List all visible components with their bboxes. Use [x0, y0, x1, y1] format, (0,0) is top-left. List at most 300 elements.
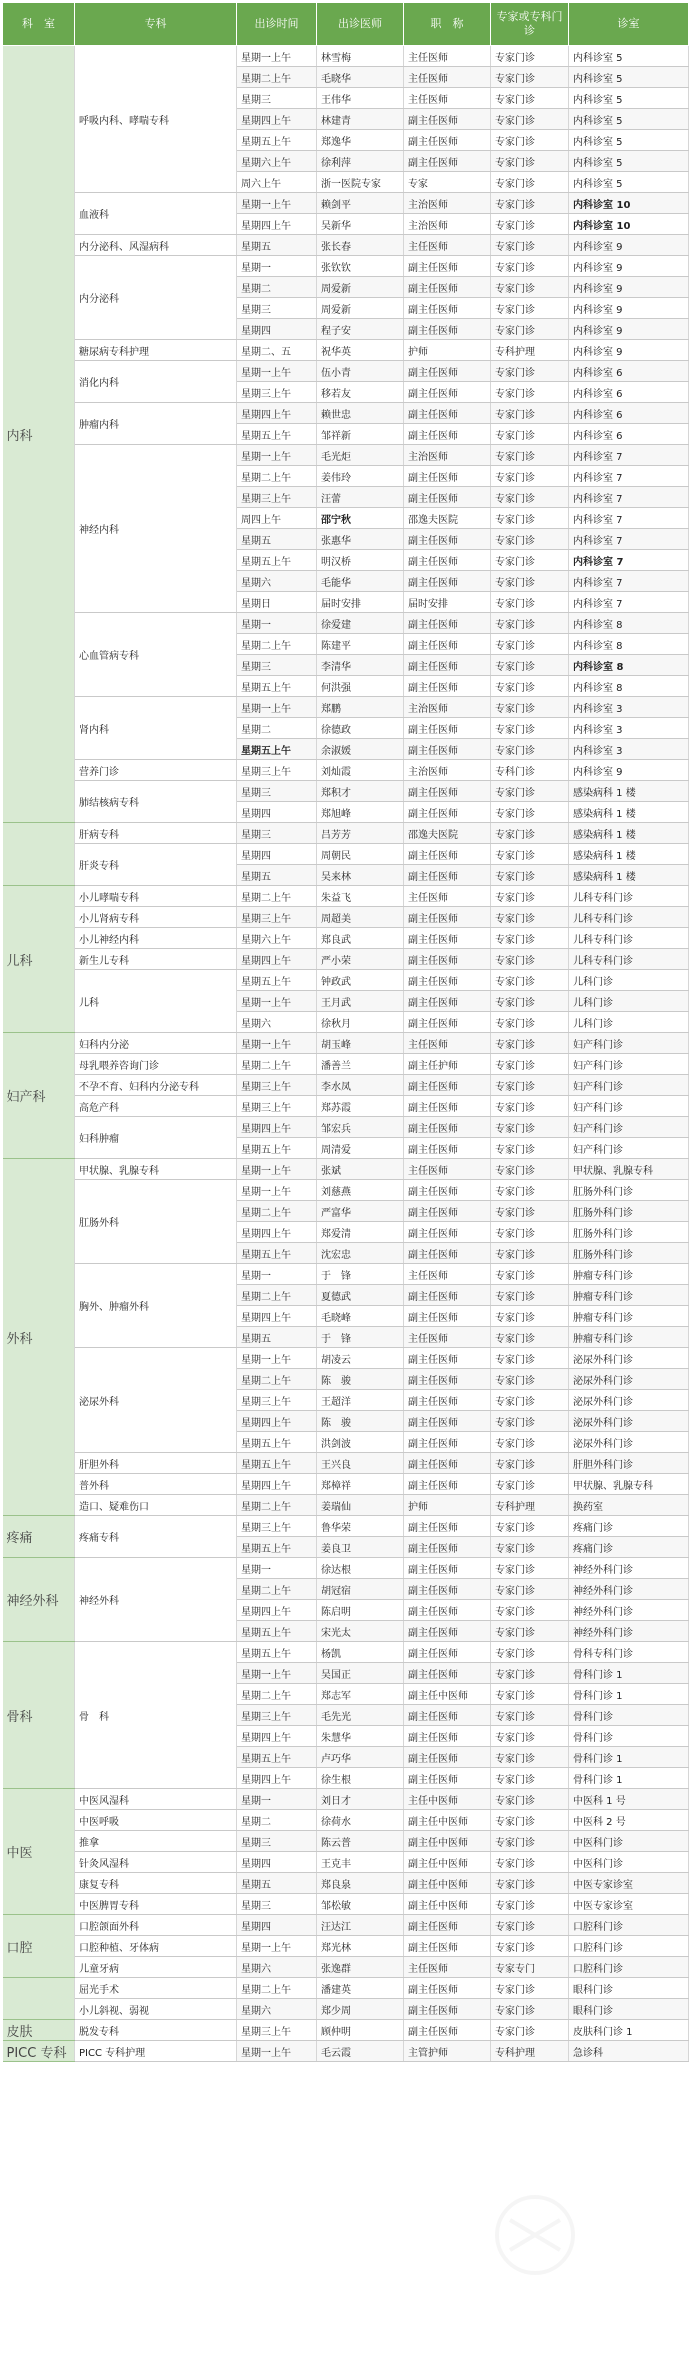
specialty-cell: 消化内科: [75, 361, 237, 403]
doctor-cell: 姜良卫: [317, 1537, 404, 1558]
room-cell: 感染病科 1 楼: [569, 823, 689, 844]
doctor-cell: 徐利萍: [317, 151, 404, 172]
clinic-type-cell: 专家门诊: [491, 1327, 569, 1348]
time-cell: 星期一: [237, 1558, 317, 1579]
clinic-type-cell: 专科护理: [491, 2041, 569, 2062]
department-cell: 妇产科: [3, 1033, 75, 1159]
doctor-cell: 郑苏霞: [317, 1096, 404, 1117]
doctor-cell: 郑志军: [317, 1684, 404, 1705]
doctor-cell: 郑樟祥: [317, 1474, 404, 1495]
clinic-type-cell: 专家门诊: [491, 1537, 569, 1558]
clinic-type-cell: 专家门诊: [491, 781, 569, 802]
time-cell: 星期三: [237, 1894, 317, 1915]
specialty-cell: 母乳喂养咨询门诊: [75, 1054, 237, 1075]
room-cell: 中医科 2 号: [569, 1810, 689, 1831]
time-cell: 星期四: [237, 844, 317, 865]
doctor-cell: 邹祥新: [317, 424, 404, 445]
specialty-cell: 中医脾胃专科: [75, 1894, 237, 1915]
doctor-cell: 严富华: [317, 1201, 404, 1222]
time-cell: 星期二上午: [237, 1684, 317, 1705]
table-row: [3, 1033, 689, 1054]
time-cell: 星期二、五: [237, 340, 317, 361]
room-cell: 内科诊室 3: [569, 718, 689, 739]
time-cell: 星期五上午: [237, 970, 317, 991]
time-cell: 星期一上午: [237, 193, 317, 214]
clinic-type-cell: 专家门诊: [491, 1264, 569, 1285]
clinic-type-cell: 专家门诊: [491, 1369, 569, 1390]
title-cell: 副主任医师: [404, 1978, 491, 1999]
specialty-cell: 脱发专科: [75, 2020, 237, 2041]
doctor-cell: 于 锋: [317, 1327, 404, 1348]
specialty-cell: 口腔颌面外科: [75, 1915, 237, 1936]
time-cell: 星期四: [237, 319, 317, 340]
title-cell: 邵逸夫医院: [404, 508, 491, 529]
room-cell: 感染病科 1 楼: [569, 844, 689, 865]
time-cell: 星期三: [237, 88, 317, 109]
title-cell: 副主任医师: [404, 1075, 491, 1096]
time-cell: 星期三上午: [237, 1705, 317, 1726]
table-row: [3, 1495, 689, 1516]
time-cell: 星期四上午: [237, 403, 317, 424]
clinic-type-cell: 专家门诊: [491, 1033, 569, 1054]
room-cell: 内科诊室 10: [569, 193, 689, 214]
room-cell: 肿瘤专科门诊: [569, 1327, 689, 1348]
room-cell: 内科诊室 8: [569, 655, 689, 676]
room-cell: 泌尿外科门诊: [569, 1432, 689, 1453]
title-cell: 专家: [404, 172, 491, 193]
clinic-type-cell: 专家门诊: [491, 592, 569, 613]
room-cell: 泌尿外科门诊: [569, 1411, 689, 1432]
time-cell: 星期五上午: [237, 1537, 317, 1558]
time-cell: 星期四上午: [237, 1768, 317, 1789]
time-cell: 星期三上午: [237, 1390, 317, 1411]
department-cell: 儿科: [3, 886, 75, 1033]
doctor-cell: 沈宏忠: [317, 1243, 404, 1264]
title-cell: 副主任医师: [404, 1768, 491, 1789]
doctor-cell: 邹松敏: [317, 1894, 404, 1915]
time-cell: 星期四上午: [237, 1600, 317, 1621]
specialty-cell: 肿瘤内科: [75, 403, 237, 445]
room-cell: 儿科专科门诊: [569, 907, 689, 928]
table-row: [3, 403, 689, 424]
specialty-cell: 泌尿外科: [75, 1348, 237, 1453]
time-cell: 星期六: [237, 1999, 317, 2020]
time-cell: 星期二上午: [237, 1978, 317, 1999]
room-cell: 肿瘤专科门诊: [569, 1264, 689, 1285]
room-cell: 眼科门诊: [569, 1978, 689, 1999]
table-row: [3, 1831, 689, 1852]
title-cell: 副主任医师: [404, 403, 491, 424]
room-cell: 神经外科门诊: [569, 1621, 689, 1642]
clinic-type-cell: 专家门诊: [491, 676, 569, 697]
specialty-cell: 呼吸内科、哮喘专科: [75, 46, 237, 193]
clinic-type-cell: 专家门诊: [491, 1453, 569, 1474]
doctor-cell: 张逸群: [317, 1957, 404, 1978]
room-cell: 儿科专科门诊: [569, 928, 689, 949]
clinic-type-cell: 专家门诊: [491, 1852, 569, 1873]
clinic-type-cell: 专家门诊: [491, 1180, 569, 1201]
specialty-cell: 儿童牙病: [75, 1957, 237, 1978]
clinic-type-cell: 专家门诊: [491, 2020, 569, 2041]
time-cell: 星期五上午: [237, 1138, 317, 1159]
time-cell: 星期三: [237, 298, 317, 319]
doctor-cell: 陈云普: [317, 1831, 404, 1852]
title-cell: 主任中医师: [404, 1789, 491, 1810]
clinic-type-cell: 专家门诊: [491, 1201, 569, 1222]
clinic-type-cell: 专家门诊: [491, 550, 569, 571]
room-cell: 泌尿外科门诊: [569, 1390, 689, 1411]
table-row: [3, 1516, 689, 1537]
doctor-cell: 朱益飞: [317, 886, 404, 907]
room-cell: 肛肠外科门诊: [569, 1201, 689, 1222]
table-row: [3, 823, 689, 844]
room-cell: 内科诊室 3: [569, 739, 689, 760]
time-cell: 星期五上午: [237, 1747, 317, 1768]
clinic-type-cell: 专家门诊: [491, 1621, 569, 1642]
title-cell: 副主任医师: [404, 1138, 491, 1159]
time-cell: 星期二上午: [237, 1201, 317, 1222]
clinic-type-cell: 专家门诊: [491, 466, 569, 487]
title-cell: 副主任医师: [404, 1453, 491, 1474]
doctor-cell: 毛云霞: [317, 2041, 404, 2062]
room-cell: 内科诊室 9: [569, 319, 689, 340]
time-cell: 星期三上午: [237, 382, 317, 403]
specialty-cell: 肺结核病专科: [75, 781, 237, 823]
specialty-cell: 骨 科: [75, 1642, 237, 1789]
title-cell: 主治医师: [404, 445, 491, 466]
room-cell: 甲状腺、乳腺专科: [569, 1474, 689, 1495]
time-cell: 星期五: [237, 235, 317, 256]
doctor-cell: 浙一医院专家: [317, 172, 404, 193]
doctor-cell: 汪蕾: [317, 487, 404, 508]
room-cell: 中医专家诊室: [569, 1894, 689, 1915]
room-cell: 中医科门诊: [569, 1852, 689, 1873]
specialty-cell: 不孕不育、妇科内分泌专科: [75, 1075, 237, 1096]
clinic-type-cell: 专家门诊: [491, 508, 569, 529]
room-cell: 骨科门诊 1: [569, 1747, 689, 1768]
room-cell: 内科诊室 5: [569, 46, 689, 67]
doctor-cell: 徐德政: [317, 718, 404, 739]
time-cell: 星期四上午: [237, 109, 317, 130]
doctor-cell: 郑良泉: [317, 1873, 404, 1894]
time-cell: 星期二上午: [237, 634, 317, 655]
title-cell: 副主任医师: [404, 277, 491, 298]
table-row: [3, 1936, 689, 1957]
table-row: [3, 1180, 689, 1201]
title-cell: 副主任医师: [404, 1516, 491, 1537]
clinic-type-cell: 专家门诊: [491, 1978, 569, 1999]
table-row: [3, 1999, 689, 2020]
doctor-cell: 余淑媛: [317, 739, 404, 760]
title-cell: 副主任医师: [404, 991, 491, 1012]
room-cell: 内科诊室 6: [569, 424, 689, 445]
doctor-cell: 朱慧华: [317, 1726, 404, 1747]
clinic-type-cell: 专家门诊: [491, 1411, 569, 1432]
time-cell: 星期三: [237, 655, 317, 676]
time-cell: 星期五上午: [237, 550, 317, 571]
time-cell: 星期四: [237, 1852, 317, 1873]
clinic-type-cell: 专家门诊: [491, 277, 569, 298]
doctor-cell: 周爱新: [317, 277, 404, 298]
doctor-cell: 明汉桥: [317, 550, 404, 571]
time-cell: 星期五上午: [237, 424, 317, 445]
room-cell: 骨科门诊: [569, 1705, 689, 1726]
clinic-type-cell: 专家门诊: [491, 823, 569, 844]
time-cell: 星期一上午: [237, 1180, 317, 1201]
title-cell: 主任医师: [404, 1159, 491, 1180]
header-room: 诊室: [569, 3, 689, 46]
specialty-cell: 中医呼吸: [75, 1810, 237, 1831]
title-cell: 副主任医师: [404, 907, 491, 928]
specialty-cell: 造口、疑难伤口: [75, 1495, 237, 1516]
table-row: [3, 1810, 689, 1831]
title-cell: 副主任医师: [404, 802, 491, 823]
table-row: [3, 949, 689, 970]
clinic-type-cell: 专家门诊: [491, 1306, 569, 1327]
doctor-cell: 吕芳芳: [317, 823, 404, 844]
time-cell: 星期四上午: [237, 1117, 317, 1138]
clinic-type-cell: 专家门诊: [491, 802, 569, 823]
doctor-cell: 顾仲明: [317, 2020, 404, 2041]
doctor-cell: 姜伟玲: [317, 466, 404, 487]
header-row: [3, 3, 689, 46]
room-cell: 内科诊室 3: [569, 697, 689, 718]
title-cell: 副主任中医师: [404, 1684, 491, 1705]
clinic-type-cell: 专家门诊: [491, 1117, 569, 1138]
time-cell: 星期日: [237, 592, 317, 613]
doctor-cell: 郑良武: [317, 928, 404, 949]
clinic-type-cell: 专家门诊: [491, 1999, 569, 2020]
room-cell: 眼科门诊: [569, 1999, 689, 2020]
doctor-cell: 王超洋: [317, 1390, 404, 1411]
specialty-cell: 屈光手术: [75, 1978, 237, 1999]
title-cell: 主治医师: [404, 214, 491, 235]
clinic-type-cell: 专家门诊: [491, 130, 569, 151]
specialty-cell: 神经内科: [75, 445, 237, 613]
clinic-type-cell: 专家门诊: [491, 1726, 569, 1747]
title-cell: 副主任医师: [404, 718, 491, 739]
clinic-type-cell: 专家门诊: [491, 214, 569, 235]
watermark-logo: [470, 2190, 600, 2280]
table-row: [3, 760, 689, 781]
doctor-cell: 杨凯: [317, 1642, 404, 1663]
clinic-type-cell: 专科护理: [491, 1495, 569, 1516]
title-cell: 副主任医师: [404, 487, 491, 508]
specialty-cell: 小儿哮喘专科: [75, 886, 237, 907]
doctor-cell: 毛能华: [317, 571, 404, 592]
title-cell: 副主任医师: [404, 1537, 491, 1558]
title-cell: 副主任医师: [404, 1642, 491, 1663]
room-cell: 儿科专科门诊: [569, 886, 689, 907]
title-cell: 副主任医师: [404, 1180, 491, 1201]
title-cell: 主任医师: [404, 1957, 491, 1978]
clinic-type-cell: 专家门诊: [491, 403, 569, 424]
time-cell: 星期二上午: [237, 1495, 317, 1516]
title-cell: 副主任医师: [404, 1663, 491, 1684]
title-cell: 副主任医师: [404, 1390, 491, 1411]
title-cell: 主治医师: [404, 697, 491, 718]
doctor-cell: 夏德武: [317, 1285, 404, 1306]
table-row: [3, 1894, 689, 1915]
room-cell: 内科诊室 9: [569, 235, 689, 256]
clinic-type-cell: 专家门诊: [491, 1012, 569, 1033]
doctor-cell: 卢巧华: [317, 1747, 404, 1768]
room-cell: 急诊科: [569, 2041, 689, 2062]
title-cell: 邵逸夫医院: [404, 823, 491, 844]
clinic-type-cell: 专家门诊: [491, 529, 569, 550]
doctor-cell: 姜瑞仙: [317, 1495, 404, 1516]
doctor-cell: 王克丰: [317, 1852, 404, 1873]
doctor-cell: 汪达江: [317, 1915, 404, 1936]
time-cell: 星期五上午: [237, 130, 317, 151]
clinic-type-cell: 专家门诊: [491, 1873, 569, 1894]
title-cell: 副主任医师: [404, 571, 491, 592]
title-cell: 副主任医师: [404, 319, 491, 340]
room-cell: 儿科专科门诊: [569, 949, 689, 970]
title-cell: 副主任医师: [404, 928, 491, 949]
time-cell: 星期一上午: [237, 361, 317, 382]
time-cell: 星期三: [237, 1831, 317, 1852]
doctor-cell: 李水凤: [317, 1075, 404, 1096]
title-cell: 副主任医师: [404, 2020, 491, 2041]
department-cell: 骨科: [3, 1642, 75, 1789]
doctor-cell: 周超美: [317, 907, 404, 928]
room-cell: 骨科门诊 1: [569, 1684, 689, 1705]
room-cell: 内科诊室 7: [569, 529, 689, 550]
room-cell: 儿科门诊: [569, 991, 689, 1012]
clinic-type-cell: 专家门诊: [491, 1285, 569, 1306]
time-cell: 星期二上午: [237, 1579, 317, 1600]
time-cell: 星期四上午: [237, 1306, 317, 1327]
room-cell: 口腔科门诊: [569, 1936, 689, 1957]
time-cell: 星期二上午: [237, 1285, 317, 1306]
room-cell: 感染病科 1 楼: [569, 865, 689, 886]
clinic-type-cell: 专家门诊: [491, 1432, 569, 1453]
room-cell: 神经外科门诊: [569, 1600, 689, 1621]
table-row: [3, 1075, 689, 1096]
doctor-cell: 毛晓华: [317, 67, 404, 88]
title-cell: 副主任医师: [404, 1579, 491, 1600]
table-row: [3, 970, 689, 991]
doctor-cell: 徐达根: [317, 1558, 404, 1579]
department-cell: 口腔: [3, 1915, 75, 1978]
specialty-cell: 肝炎专科: [75, 844, 237, 886]
clinic-type-cell: 专家门诊: [491, 571, 569, 592]
specialty-cell: 肾内科: [75, 697, 237, 760]
department-cell: [3, 823, 75, 886]
room-cell: 泌尿外科门诊: [569, 1369, 689, 1390]
clinic-type-cell: 专家门诊: [491, 1705, 569, 1726]
title-cell: 主任医师: [404, 886, 491, 907]
title-cell: 主管护师: [404, 2041, 491, 2062]
title-cell: 副主任医师: [404, 1726, 491, 1747]
department-cell: 外科: [3, 1159, 75, 1516]
doctor-cell: 林雪梅: [317, 46, 404, 67]
doctor-cell: 毛光炬: [317, 445, 404, 466]
time-cell: 星期五上午: [237, 1432, 317, 1453]
header-title: 职 称: [404, 3, 491, 46]
title-cell: 副主任医师: [404, 361, 491, 382]
time-cell: 星期四上午: [237, 1726, 317, 1747]
doctor-cell: 潘建英: [317, 1978, 404, 1999]
room-cell: 肿瘤专科门诊: [569, 1306, 689, 1327]
room-cell: 儿科门诊: [569, 970, 689, 991]
time-cell: 星期一上午: [237, 1936, 317, 1957]
clinic-type-cell: 专家门诊: [491, 1600, 569, 1621]
room-cell: 内科诊室 7: [569, 508, 689, 529]
time-cell: 星期三上午: [237, 487, 317, 508]
table-row: [3, 256, 689, 277]
doctor-cell: 毛晓峰: [317, 1306, 404, 1327]
doctor-cell: 张钦钦: [317, 256, 404, 277]
time-cell: 星期四上午: [237, 949, 317, 970]
title-cell: 副主任医师: [404, 151, 491, 172]
table-row: [3, 1264, 689, 1285]
title-cell: 副主任医师: [404, 634, 491, 655]
clinic-type-cell: 专家门诊: [491, 235, 569, 256]
room-cell: 内科诊室 6: [569, 403, 689, 424]
clinic-type-cell: 专家门诊: [491, 1579, 569, 1600]
specialty-cell: 小儿神经内科: [75, 928, 237, 949]
doctor-cell: 周清爱: [317, 1138, 404, 1159]
doctor-cell: 郑积才: [317, 781, 404, 802]
room-cell: 内科诊室 9: [569, 277, 689, 298]
clinic-type-cell: 专家门诊: [491, 718, 569, 739]
title-cell: 护师: [404, 340, 491, 361]
department-cell: PICC 专科: [3, 2041, 75, 2062]
table-row: [3, 46, 689, 67]
table-row: [3, 697, 689, 718]
clinic-type-cell: 专家门诊: [491, 1558, 569, 1579]
table-row: [3, 340, 689, 361]
doctor-cell: 周爱新: [317, 298, 404, 319]
doctor-cell: 届时安排: [317, 592, 404, 613]
clinic-type-cell: 专家门诊: [491, 424, 569, 445]
specialty-cell: 神经外科: [75, 1558, 237, 1642]
title-cell: 副主任医师: [404, 844, 491, 865]
time-cell: 星期四上午: [237, 1222, 317, 1243]
room-cell: 内科诊室 9: [569, 340, 689, 361]
specialty-cell: 内分泌科: [75, 256, 237, 340]
room-cell: 中医专家诊室: [569, 1873, 689, 1894]
table-row: [3, 445, 689, 466]
doctor-cell: 胡凌云: [317, 1348, 404, 1369]
time-cell: 星期四: [237, 802, 317, 823]
room-cell: 皮肤科门诊 1: [569, 2020, 689, 2041]
doctor-cell: 钟政武: [317, 970, 404, 991]
table-row: [3, 1789, 689, 1810]
clinic-type-cell: 专家门诊: [491, 697, 569, 718]
room-cell: 内科诊室 8: [569, 613, 689, 634]
doctor-cell: 郑少周: [317, 1999, 404, 2020]
room-cell: 内科诊室 5: [569, 109, 689, 130]
room-cell: 内科诊室 6: [569, 361, 689, 382]
title-cell: 副主任医师: [404, 298, 491, 319]
room-cell: 内科诊室 6: [569, 382, 689, 403]
time-cell: 星期三上午: [237, 1096, 317, 1117]
room-cell: 内科诊室 7: [569, 592, 689, 613]
doctor-cell: 陈启明: [317, 1600, 404, 1621]
doctor-cell: 鲁华荣: [317, 1516, 404, 1537]
clinic-type-cell: 专家门诊: [491, 1663, 569, 1684]
clinic-type-cell: 专家门诊: [491, 1684, 569, 1705]
clinic-type-cell: 专家门诊: [491, 193, 569, 214]
room-cell: 妇产科门诊: [569, 1117, 689, 1138]
specialty-cell: 普外科: [75, 1474, 237, 1495]
title-cell: 副主任医师: [404, 1348, 491, 1369]
time-cell: 星期四上午: [237, 214, 317, 235]
time-cell: 星期六: [237, 571, 317, 592]
